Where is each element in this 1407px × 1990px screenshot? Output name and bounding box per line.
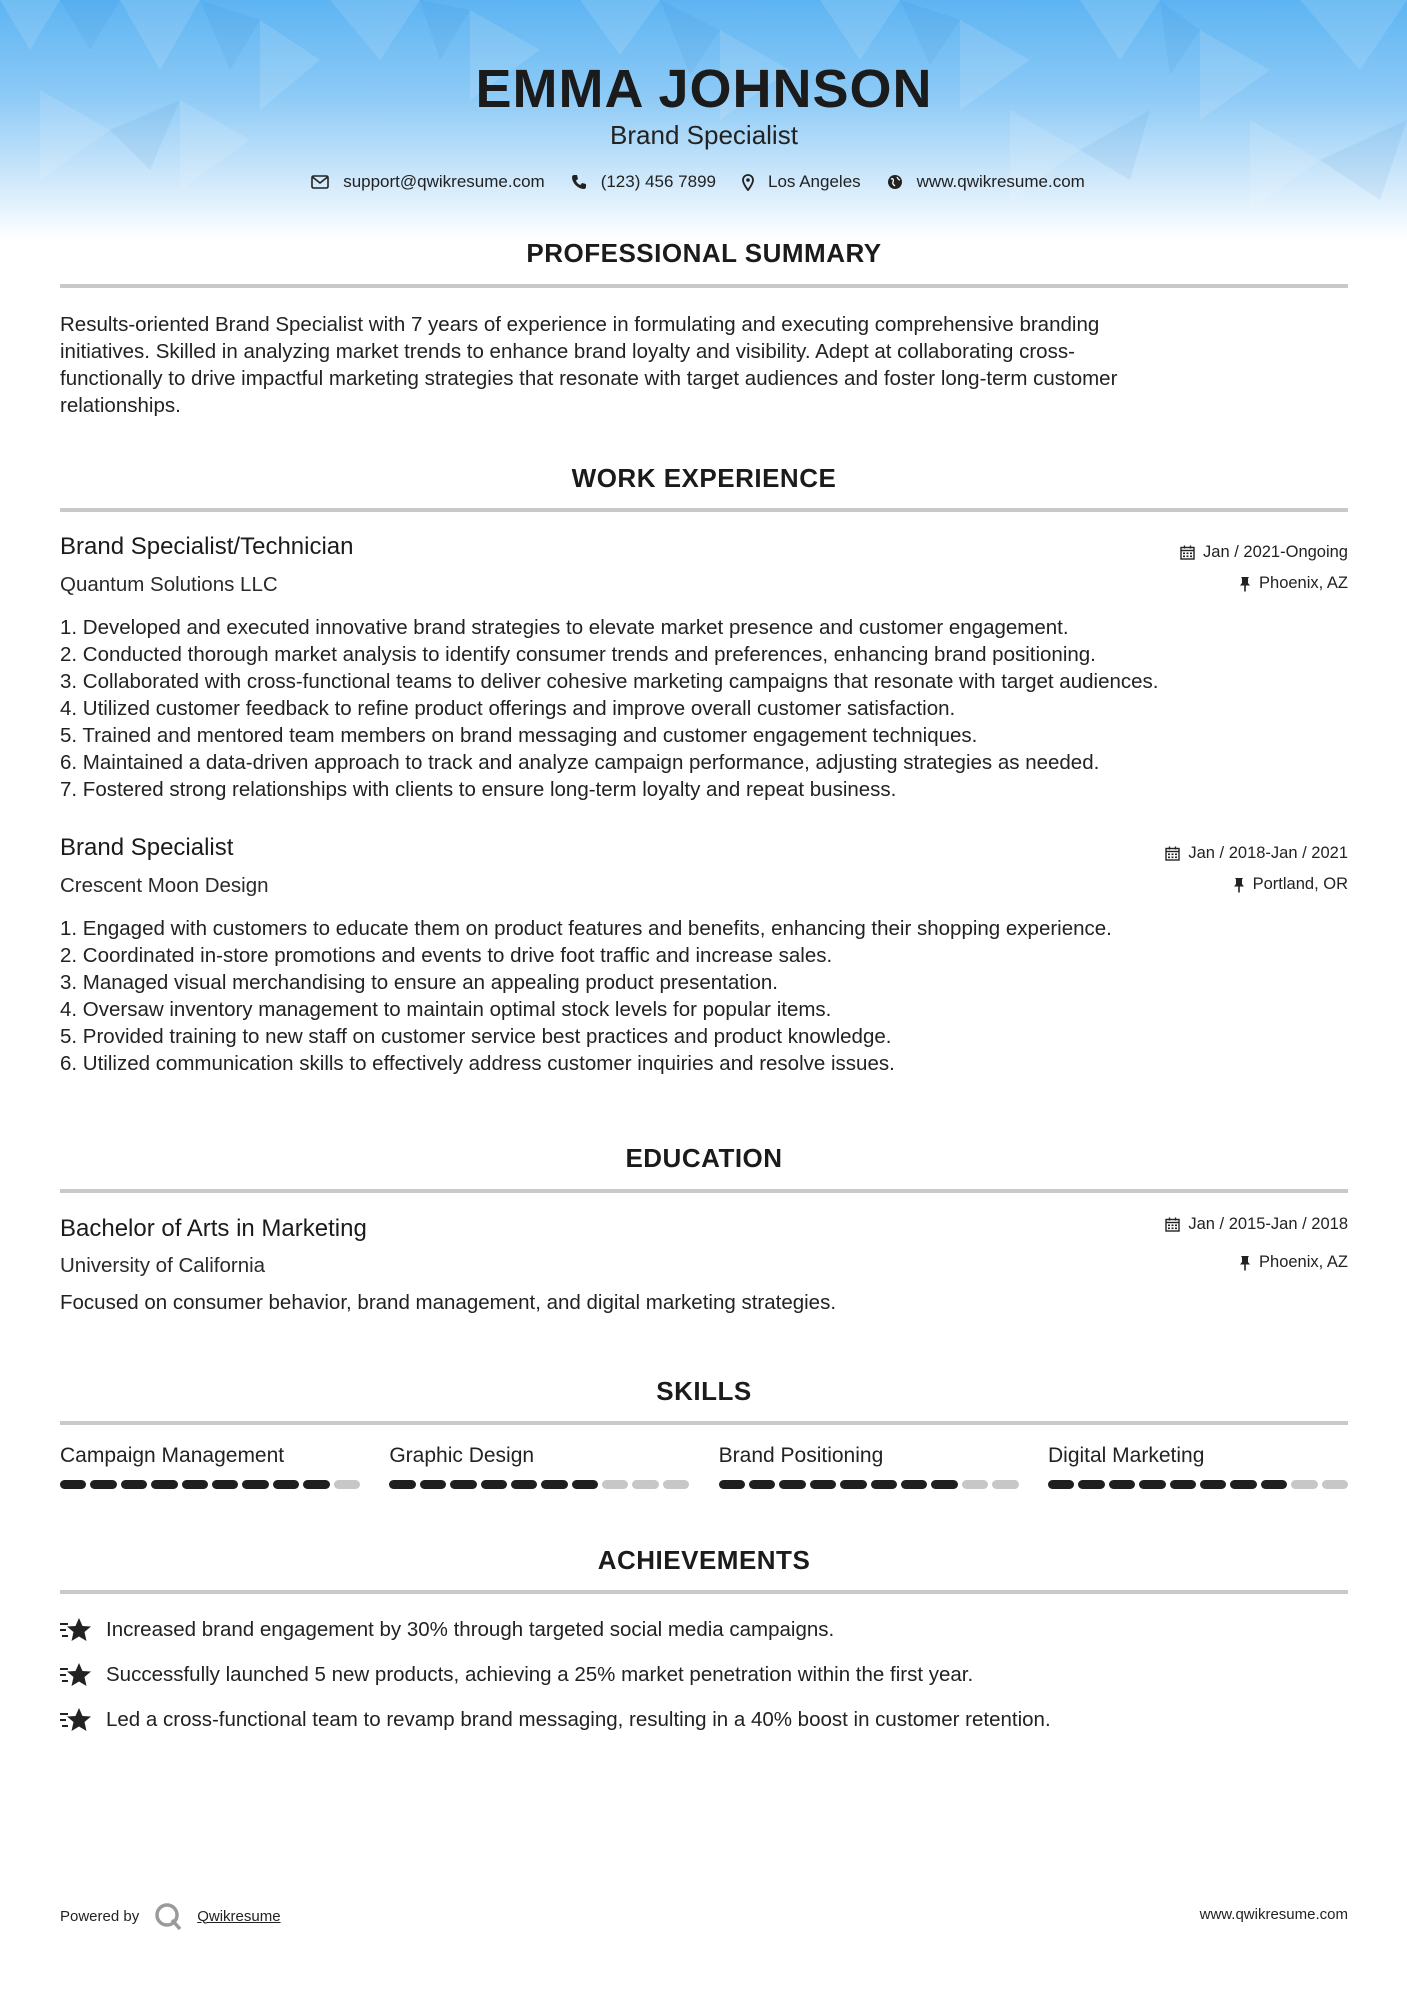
skill-dot-filled — [121, 1480, 147, 1489]
contact-website[interactable] — [887, 172, 1085, 192]
skill-dot-filled — [90, 1480, 116, 1489]
skill-dot-filled — [420, 1480, 446, 1489]
skill-dot-filled — [242, 1480, 268, 1489]
skills-heading: SKILLS — [656, 1376, 752, 1406]
list-item: 2. Coordinated in-store promotions and events to drive foot traffic and increase sales. — [60, 944, 833, 967]
education-location-text: Phoenix, AZ — [1259, 1253, 1348, 1271]
map-marker-icon — [742, 174, 754, 191]
skill-dot-empty — [962, 1480, 988, 1489]
skill-dot-filled — [779, 1480, 805, 1489]
skill-dot-filled — [1109, 1480, 1135, 1489]
envelope-icon — [311, 175, 329, 189]
summary-line: relationships. — [60, 394, 181, 417]
skills-divider — [60, 1421, 1348, 1425]
skill-item — [389, 1444, 689, 1489]
list-item: 5. Provided training to new staff on customer service best practices and product knowledge. — [60, 1025, 892, 1048]
skill-dot-filled — [151, 1480, 177, 1489]
phone-text: (123) 456 7899 — [600, 172, 717, 191]
website-text: www.qwikresume.com — [916, 172, 1085, 191]
job-dates — [1180, 543, 1348, 562]
skill-dot-filled — [182, 1480, 208, 1489]
skill-dot-filled — [1261, 1480, 1287, 1489]
job-location-text: Phoenix, AZ — [1259, 574, 1348, 592]
skill-dot-filled — [719, 1480, 745, 1489]
skill-dot-filled — [871, 1480, 897, 1489]
contact-phone[interactable] — [571, 172, 716, 192]
contact-bar — [60, 172, 1348, 192]
pushpin-icon — [1233, 877, 1245, 893]
skill-dot-filled — [572, 1480, 598, 1489]
summary-heading: PROFESSIONAL SUMMARY — [526, 238, 882, 268]
achievements-divider — [60, 1590, 1348, 1594]
company-name: Crescent Moon Design — [60, 874, 269, 897]
contact-email[interactable] — [311, 172, 545, 192]
skill-dot-filled — [212, 1480, 238, 1489]
summary-line: initiatives. Skilled in analyzing market trends to enhance brand loyalty and visibility. Adept at collaborating cross- — [60, 340, 1075, 363]
skill-name: Campaign Management — [60, 1444, 285, 1467]
skill-dot-filled — [1139, 1480, 1165, 1489]
qwikresume-link[interactable]: Qwikresume — [197, 1907, 281, 1925]
skill-dot-empty — [1291, 1480, 1317, 1489]
skill-dot-empty — [334, 1480, 360, 1489]
job-location-text: Portland, OR — [1252, 875, 1348, 893]
location-text: Los Angeles — [768, 172, 861, 191]
list-item: 1. Developed and executed innovative brand strategies to elevate market presence and customer engagement. — [60, 616, 1069, 639]
degree-title: Bachelor of Arts in Marketing — [60, 1215, 367, 1242]
summary-line: Results-oriented Brand Specialist with 7 years of experience in formulating and executing comprehensive branding — [60, 313, 1100, 336]
email-text: support@qwikresume.com — [343, 172, 545, 191]
qwikresume-logo-icon — [153, 1901, 183, 1931]
calendar-icon — [1165, 1217, 1180, 1232]
education-description: Focused on consumer behavior, brand management, and digital marketing strategies. — [60, 1291, 837, 1314]
skill-dot-filled — [1200, 1480, 1226, 1489]
star-award-icon — [60, 1616, 92, 1644]
skill-item — [719, 1444, 1019, 1489]
list-item: 6. Maintained a data-driven approach to track and analyze campaign performance, adjusting strategies as needed. — [60, 751, 1100, 774]
list-item: 6. Utilized communication skills to effectively address customer inquiries and resolve issues. — [60, 1052, 895, 1075]
pushpin-icon — [1239, 576, 1251, 592]
skill-dot-empty — [632, 1480, 658, 1489]
footer-powered-by — [60, 1901, 281, 1931]
achievement-item — [60, 1706, 1348, 1734]
skill-dot-empty — [1322, 1480, 1348, 1489]
list-item: 7. Fostered strong relationships with clients to ensure long-term loyalty and repeat business. — [60, 778, 897, 801]
summary-text — [60, 311, 1348, 419]
skill-name: Brand Positioning — [718, 1444, 884, 1467]
skill-dot-filled — [450, 1480, 476, 1489]
skill-rating — [1048, 1480, 1348, 1489]
skill-dot-filled — [541, 1480, 567, 1489]
job-location — [1233, 875, 1348, 894]
achievement-item — [60, 1616, 1348, 1644]
experience-divider — [60, 508, 1348, 512]
experience-heading: WORK EXPERIENCE — [571, 463, 837, 493]
skill-dot-empty — [992, 1480, 1018, 1489]
pushpin-icon — [1239, 1255, 1251, 1271]
job-title: Brand Specialist — [60, 834, 234, 861]
skill-name: Digital Marketing — [1047, 1444, 1205, 1467]
star-award-icon — [60, 1661, 92, 1689]
skill-dot-filled — [389, 1480, 415, 1489]
achievement-text: Successfully launched 5 new products, achieving a 25% market penetration within the first year. — [106, 1663, 974, 1686]
job-dates-text: Jan / 2021-Ongoing — [1203, 543, 1348, 561]
education-heading: EDUCATION — [625, 1143, 783, 1173]
phone-icon — [571, 174, 587, 190]
job-title: Brand Specialist/Technician — [60, 533, 354, 560]
skill-dot-filled — [749, 1480, 775, 1489]
education-location — [1239, 1253, 1348, 1272]
list-item: 5. Trained and mentored team members on brand messaging and customer engagement techniques. — [60, 724, 978, 747]
school-name: University of California — [60, 1254, 266, 1277]
globe-icon — [887, 174, 903, 190]
education-dates-text: Jan / 2015-Jan / 2018 — [1188, 1215, 1348, 1233]
job-location — [1239, 574, 1348, 593]
skill-dot-filled — [1230, 1480, 1256, 1489]
skill-rating — [60, 1480, 360, 1489]
skill-dot-filled — [60, 1480, 86, 1489]
skill-dot-empty — [602, 1480, 628, 1489]
company-name: Quantum Solutions LLC — [60, 573, 278, 596]
list-item: 2. Conducted thorough market analysis to identify consumer trends and preferences, enhancing brand positioning. — [60, 643, 1096, 666]
job-dates — [1165, 844, 1348, 863]
skill-dot-filled — [901, 1480, 927, 1489]
skill-dot-filled — [1078, 1480, 1104, 1489]
job-dates-text: Jan / 2018-Jan / 2021 — [1188, 844, 1348, 862]
candidate-name: EMMA JOHNSON — [475, 59, 933, 119]
skill-dot-empty — [663, 1480, 689, 1489]
skill-rating — [719, 1480, 1019, 1489]
achievements-heading: ACHIEVEMENTS — [597, 1545, 811, 1575]
skill-dot-filled — [1170, 1480, 1196, 1489]
summary-divider — [60, 284, 1348, 288]
calendar-icon — [1165, 846, 1180, 861]
candidate-role: Brand Specialist — [610, 120, 798, 150]
education-dates — [1165, 1215, 1348, 1234]
skill-item — [60, 1444, 360, 1489]
list-item: 4. Oversaw inventory management to maintain optimal stock levels for popular items. — [60, 998, 832, 1021]
skill-dot-filled — [1048, 1480, 1074, 1489]
skills-list — [60, 1444, 1348, 1489]
skill-dot-filled — [840, 1480, 866, 1489]
achievement-item — [60, 1661, 1348, 1689]
footer-website[interactable]: www.qwikresume.com — [1199, 1906, 1348, 1923]
achievement-text: Led a cross-functional team to revamp brand messaging, resulting in a 40% boost in customer retention. — [106, 1708, 1051, 1731]
skill-dot-filled — [273, 1480, 299, 1489]
list-item: 1. Engaged with customers to educate them on product features and benefits, enhancing their shopping experience. — [60, 917, 1112, 940]
contact-location — [742, 172, 861, 192]
skill-name: Graphic Design — [389, 1444, 535, 1467]
education-divider — [60, 1189, 1348, 1193]
skill-rating — [389, 1480, 689, 1489]
skill-item — [1048, 1444, 1348, 1489]
skill-dot-filled — [511, 1480, 537, 1489]
star-award-icon — [60, 1706, 92, 1734]
achievement-text: Increased brand engagement by 30% through targeted social media campaigns. — [106, 1618, 835, 1641]
skill-dot-filled — [303, 1480, 329, 1489]
list-item: 3. Managed visual merchandising to ensure an appealing product presentation. — [60, 971, 778, 994]
summary-line: functionally to drive impactful marketing strategies that resonate with target audiences and foster long-term customer — [60, 367, 1118, 390]
skill-dot-filled — [481, 1480, 507, 1489]
skill-dot-filled — [810, 1480, 836, 1489]
job-responsibilities — [60, 614, 1348, 803]
job-responsibilities — [60, 915, 1348, 1077]
powered-by-label: Powered by — [60, 1907, 140, 1925]
list-item: 3. Collaborated with cross-functional teams to deliver cohesive marketing campaigns that resonate with target audiences. — [60, 670, 1159, 693]
list-item: 4. Utilized customer feedback to refine product offerings and improve overall customer satisfaction. — [60, 697, 956, 720]
skill-dot-filled — [931, 1480, 957, 1489]
calendar-icon — [1180, 545, 1195, 560]
